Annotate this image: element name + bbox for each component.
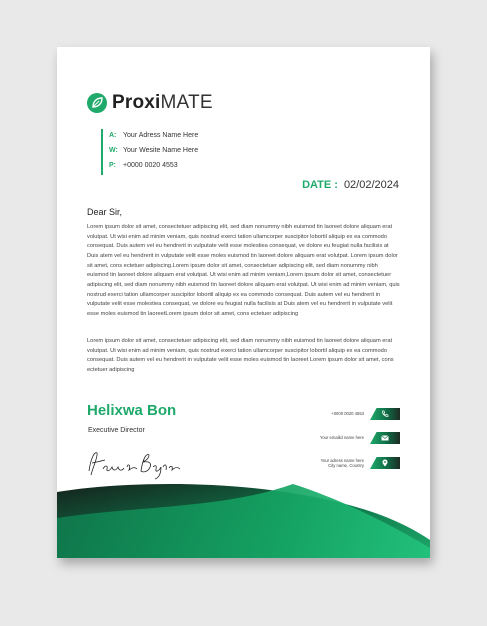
footer-address: Your adress name here City name, Country: [321, 457, 400, 469]
contact-address: A: Your Adress Name Here: [109, 132, 199, 139]
body-paragraph-1: Lorem ipsum dolor sit amet, consectetuer adipiscing elit, sed diam nonummy nibh euismod tin laoreet dolore aliquam erat volutpat. Ut wisi enim ad minim veniam, quis nostrud exerci tation ullamcorper suscipitor lobortil aliquip ex ea commodo consequat. Duis autem vel eu hendrerit in vulputate velit esse molestiea consequat, ve dolore eu feugiat nulla facilisis at Duis atem vel eu hendrerit in vulputate velit esse moles euismod tin laoreet dolore aliquam erat volutpat. Lorem ipsum dolor sit amet, cons ectetuer adipiscing.Lorem ipsum dolor sit amet, consectetuer adipiscing elit, sed diam nonummy nibh euismod tin laoreet dolore aliquam erat volutpat. Ut wisi enim ad minim veniam,Lorem ipsum dolor sit amet, consectetuer adipiscing elit, sed diam nonummy nibh euismod tin laoreet dolore aliquam erat volutpat. Ut wisi enim ad minim veniam, quis nostrud exerci tation ullamcorper suscipitor lobortil aliquip ex ea commodo consequat. Duis autem vel eu hendrerit in vulputate velit esse molestiea consequat, ve dolore eu feugiat nulla facilisis at Duis atem vel eu hendrerit in vulputate velit esse moles euismod tin laoreetLorem ipsum dolor sit amet, cons ectetuer adipiscing: [87, 224, 400, 317]
contact-accent-bar: [101, 129, 103, 175]
mail-icon: [370, 432, 400, 444]
contact-website: W: Your Wesite Name Here: [109, 147, 199, 154]
footer-email: Your emailid name here: [320, 432, 400, 444]
greeting: Dear Sir,: [87, 207, 123, 217]
letterhead-page: [57, 47, 430, 558]
phone-icon: [370, 408, 400, 420]
letter-date: DATE : 02/02/2024: [302, 179, 399, 191]
signer-title: Executive Director: [88, 427, 145, 434]
footer-phone: +0000 0020 4553: [331, 408, 400, 420]
brand-logo: [87, 91, 213, 115]
body-paragraph-2: Lorem ipsum dolor sit amet, consectetuer adipiscing elit, sed diam nonummy nibh euismod tin laoreet dolore aliquam erat volutpat. Ut wisi enim ad minim veniam, quis nostrud exerci tation ullamcorper suscipitor lobortil aliquip ex ea commodo consequat. Duis autem vel eu hendrerit in vulputate velit esse moles euismod tin laoreet Lorem ipsum dolor sit amet, cons ectetuer adipiscing: [87, 338, 394, 373]
leaf-icon: [87, 93, 107, 113]
location-icon: [370, 457, 400, 469]
footer-wave-decoration: [57, 478, 430, 558]
brand-name: ProxiMATE: [112, 92, 213, 113]
signer-name: Helixwa Bon: [87, 402, 177, 419]
signature: [83, 445, 183, 481]
contact-phone: P: +0000 0020 4553: [109, 162, 178, 169]
